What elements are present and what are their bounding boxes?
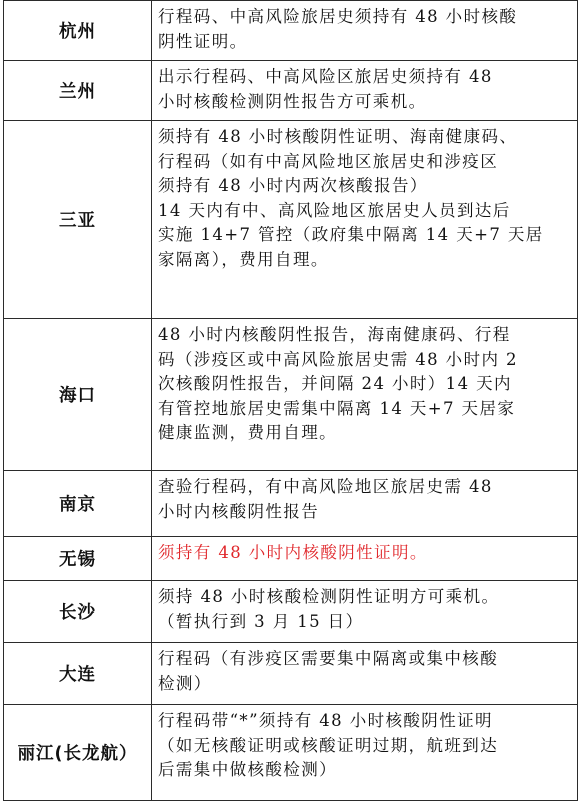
requirement-cell — [152, 61, 578, 121]
requirement-line: （暂执行到 3 月 15 日） — [158, 611, 364, 631]
city-cell: 无锡 — [4, 537, 152, 581]
requirement-line: 实施 14+7 管控（政府集中隔离 14 天+7 天居 — [158, 225, 544, 244]
requirement-line: 须持有 48 小时内两次核酸报告） — [158, 176, 428, 195]
requirement-cell-highlighted — [152, 537, 578, 581]
requirement-line: 阴性证明。 — [158, 31, 248, 51]
requirement-line: 检测） — [158, 673, 212, 693]
requirement-line: 有管控地旅居史需集中隔离 14 天+7 天居家 — [158, 398, 516, 418]
city-cell: 长沙 — [4, 581, 152, 643]
requirement-line: 出示行程码、中高风险区旅居史须持有 48 — [158, 67, 493, 86]
requirement-line: 查验行程码，有中高风险地区旅居史需 48 — [158, 477, 493, 496]
requirement-line: 次核酸阴性报告，并间隔 24 小时）14 天内 — [158, 374, 512, 393]
city-cell: 南京 — [4, 471, 152, 537]
requirement-cell — [152, 471, 578, 537]
table-row — [4, 121, 578, 319]
city-cell: 大连 — [4, 643, 152, 705]
table-row — [4, 705, 578, 801]
city-cell: 海口 — [4, 319, 152, 471]
requirement-cell — [152, 581, 578, 643]
requirement-line: 小时内核酸阴性报告 — [158, 501, 320, 521]
requirement-cell — [152, 319, 578, 471]
city-cell: 杭州 — [4, 1, 152, 61]
requirement-cell — [152, 121, 578, 319]
city-policy-table — [3, 0, 578, 801]
table-row — [4, 319, 578, 471]
requirement-line: 后需集中做核酸检测） — [158, 760, 337, 779]
table-row — [4, 1, 578, 61]
requirement-cell — [152, 705, 578, 801]
requirement-line: 家隔离），费用自理。 — [158, 249, 329, 269]
requirement-line: 行程码、中高风险旅居史须持有 48 小时核酸 — [158, 7, 518, 26]
requirement-line: （如无核酸证明或核酸证明过期，航班到达 — [158, 735, 499, 755]
requirement-line: 14 天内有中、高风险地区旅居史人员到达后 — [158, 200, 511, 220]
requirement-cell — [152, 1, 578, 61]
requirement-line: 须持有 48 小时核酸阴性证明、海南健康码、 — [158, 127, 518, 146]
requirement-cell — [152, 643, 578, 705]
table-row — [4, 61, 578, 121]
requirement-line: 行程码带“*”须持有 48 小时核酸阴性证明 — [158, 711, 493, 730]
table-row — [4, 471, 578, 537]
city-cell: 三亚 — [4, 121, 152, 319]
requirement-line: 须持 48 小时核酸检测阴性证明方可乘机。 — [158, 587, 500, 606]
requirement-line: 48 小时内核酸阴性报告，海南健康码、行程 — [158, 325, 511, 344]
table-row — [4, 537, 578, 581]
table-row — [4, 643, 578, 705]
requirement-line: 行程码（有涉疫区需要集中隔离或集中核酸 — [158, 649, 499, 668]
requirement-line: 码（涉疫区或中高风险旅居史需 48 小时内 2 — [158, 349, 518, 369]
table-row — [4, 581, 578, 643]
city-cell: 丽江(长龙航） — [4, 705, 152, 801]
requirement-line: 行程码（如有中高风险地区旅居史和涉疫区 — [158, 151, 499, 171]
requirement-line: 小时核酸检测阴性报告方可乘机。 — [158, 91, 427, 111]
requirement-line: 须持有 48 小时内核酸阴性证明。 — [158, 543, 428, 562]
city-cell: 兰州 — [4, 61, 152, 121]
requirement-line: 健康监测，费用自理。 — [158, 423, 337, 442]
